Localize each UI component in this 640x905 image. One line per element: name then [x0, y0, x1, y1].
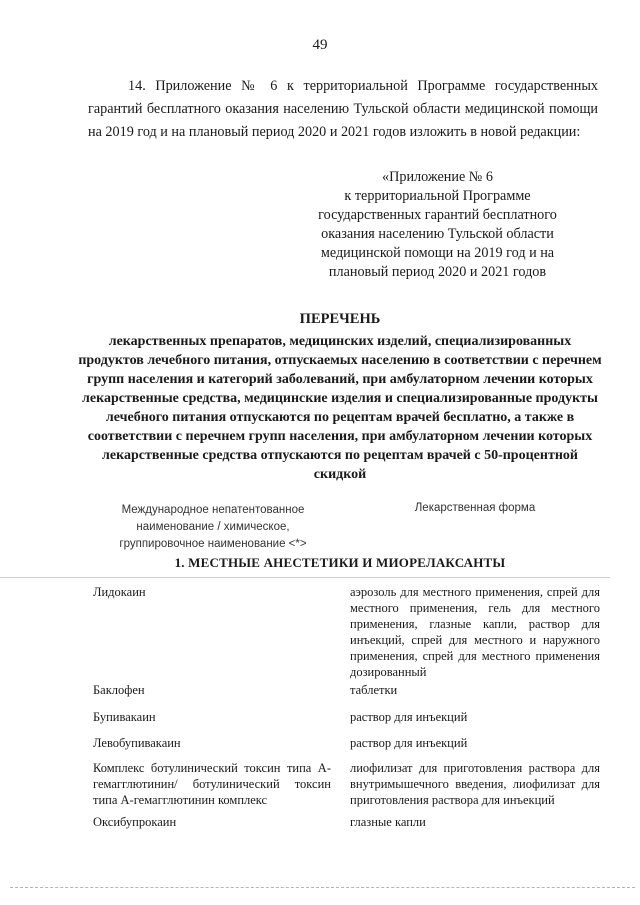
- intro-paragraph: 14. Приложение № 6 к территориальной Программе государственных гарантий бесплатного оказания населению Тульской области медицинской помощи на 2019 год и на плановый период 2020 и 2021 годов изложить в новой редакции:: [88, 78, 598, 140]
- drug-name: Оксибупрокаин: [93, 815, 177, 829]
- drug-name: Бупивакаин: [93, 710, 156, 724]
- appendix-line: плановый период 2020 и 2021 годов: [328, 264, 547, 280]
- column-header-form: Лекарственная форма: [414, 502, 536, 514]
- appendix-line: оказания населению Тульской области: [321, 226, 554, 242]
- title-main: ПЕРЕЧЕНЬ: [299, 311, 381, 327]
- drug-form: глазные капли: [350, 815, 426, 829]
- column-header-line: Международное непатентованное: [121, 504, 305, 516]
- drug-name: Баклофен: [93, 683, 145, 697]
- drug-form: раствор для инъекций: [350, 710, 468, 724]
- column-header-name: [108, 502, 318, 553]
- appendix-heading: [290, 168, 585, 282]
- section-title: 1. МЕСТНЫЕ АНЕСТЕТИКИ И МИОРЕЛАКСАНТЫ: [174, 555, 506, 570]
- drug-name: Комплекс ботулинический токсин типа А-гемагглютинин/ ботулинический токсин типа А-гемагглютинин комплекс: [93, 761, 331, 807]
- appendix-line: «Приложение № 6: [382, 169, 493, 185]
- drug-form: аэрозоль для местного применения, спрей для местного применения, гель для местного применения, глазные капли, раствор для инъекций, спрей для местного и наружного применения, спрей для местного применения дозированный: [350, 585, 600, 679]
- document-title: [75, 308, 605, 484]
- appendix-line: медицинской помощи на 2019 год и на: [320, 245, 555, 261]
- section-divider: [0, 577, 610, 578]
- title-subtitle: лекарственных препаратов, медицинских изделий, специализированных продуктов лечебного питания, отпускаемых населению в соответствии с перечнем групп населения и категорий заболеваний, при амбулаторном лечении которых лекарственные средства, медицинские изделия и специализированные продукты лечебного питания отпускаются по рецептам врачей бесплатно, а также в соответствии с перечнем групп населения, при амбулаторном лечении которых лекарственные средства отпускаются по рецептам врачей с 50-процентной скидкой: [78, 334, 602, 482]
- drug-name: Лидокаин: [93, 585, 146, 599]
- column-header-line: группировочное наименование <*>: [119, 538, 307, 550]
- drug-form: лиофилизат для приготовления раствора для внутримышечного введения, лиофилизат для приготовления раствора для инъекций: [350, 761, 600, 807]
- drug-form: раствор для инъекций: [350, 736, 468, 750]
- page-number: 49: [312, 37, 328, 53]
- page-footer-rule: [10, 887, 635, 889]
- appendix-line: государственных гарантий бесплатного: [318, 207, 557, 223]
- drug-form: таблетки: [350, 683, 398, 697]
- drug-name: Левобупивакаин: [93, 736, 181, 750]
- appendix-line: к территориальной Программе: [344, 188, 531, 204]
- column-header-line: наименование / химическое,: [136, 521, 290, 533]
